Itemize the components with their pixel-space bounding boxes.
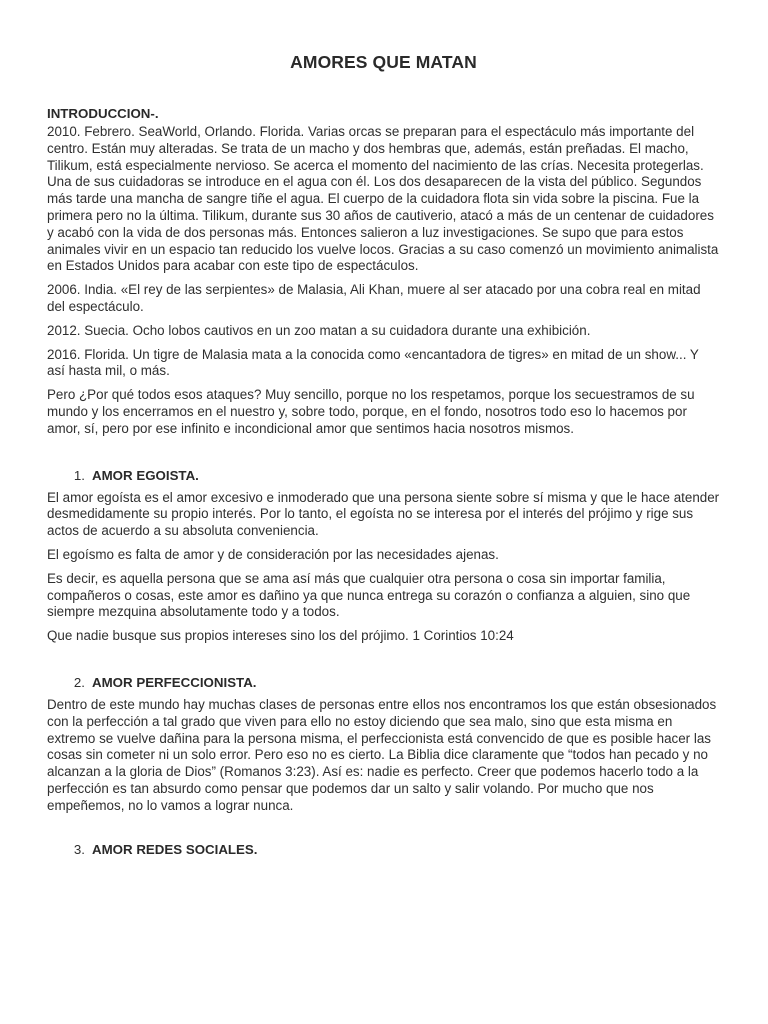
intro-heading: INTRODUCCION-. (47, 106, 159, 121)
spacer (47, 652, 720, 675)
section-1-paragraph-2: El egoísmo es falta de amor y de consideración por las necesidades ajenas. (47, 546, 499, 562)
document-title: AMORES QUE MATAN (290, 52, 477, 72)
section-1-paragraph-3: Es decir, es aquella persona que se ama así más que cualquier otra persona o cosa sin importar familia, compañeros o cosas, este amor es dañino ya que nunca entrega su corazón o confianza a alguien, sino que siempre mezquina absolutamente todo y a todos. (47, 570, 691, 620)
section-1-paragraph-1: El amor egoísta es el amor excesivo e inmoderado que una persona siente sobre sí misma y que le hace atender desmedidamente su propio interés. Por lo tanto, el egoísta no se interesa por el interés del prójimo y rige sus actos de acuerdo a su absoluta conveniencia. (47, 489, 720, 539)
section-number: 2. (73, 674, 85, 690)
spacer (47, 822, 720, 842)
section-3-heading (47, 842, 720, 857)
section-title: AMOR REDES SOCIALES. (92, 841, 258, 857)
section-title: AMOR EGOISTA. (92, 467, 199, 483)
section-2-paragraph-1: Dentro de este mundo hay muchas clases de personas entre ellos nos encontramos los que están obsesionados con la perfección a tal grado que viven para ello no estoy diciendo que sea malo, sino que esta misma en extremo se vuelve dañina para la persona misma, el perfeccionista está convencido de que es posible hacer las cosas sin cometer ni un solo error. Pero eso no es cierto. La Biblia dice claramente que “todos han pecado y no alcanzan a la gloria de Dios” (Romanos 3:23). Así es: nadie es perfecto. Creer que podemos hacerlo todo a la perfección es tan absurdo como pensar que podemos dar un salto y salir volando. Por mucho que nos empeñemos, no lo vamos a lograr nunca. (47, 696, 717, 813)
intro-paragraph-2: 2006. India. «El rey de las serpientes» de Malasia, Ali Khan, muere al ser atacado por una cobra real en mitad del espectáculo. (47, 282, 701, 314)
section-2-heading (47, 675, 720, 690)
intro-paragraph-5: Pero ¿Por qué todos esos ataques? Muy sencillo, porque no los respetamos, porque los secuestramos de su mundo y los encerramos en el nuestro y, sobre todo, porque, en el fondo, nosotros todo eso lo hacemos por amor, sí, pero por ese infinito e incondicional amor que sentimos hacia nosotros mismos. (47, 387, 695, 436)
spacer (47, 445, 720, 468)
section-number: 3. (73, 841, 85, 857)
section-number: 1. (73, 467, 85, 483)
section-1-paragraph-4: Que nadie busque sus propios intereses sino los del prójimo. 1 Corintios 10:24 (47, 628, 514, 644)
section-title: AMOR PERFECCIONISTA. (92, 674, 257, 690)
intro-paragraph-4: 2016. Florida. Un tigre de Malasia mata a la conocida como «encantadora de tigres» en mitad de un show... Y así hasta mil, o más. (47, 346, 699, 379)
intro-paragraph-1: 2010. Febrero. SeaWorld, Orlando. Florida. Varias orcas se preparan para el espectáculo más importante del centro. Están muy alteradas. Se trata de un macho y dos hembras que, además, están preñadas. El macho, Tilikum, está especialmente nervioso. Se acerca el momento del nacimiento de las crías. Necesita protegerlas. Una de sus cuidadoras se introduce en el agua con él. Los dos desaparecen de la vista del público. Segundos más tarde una mancha de sangre tiñe el agua. El cuerpo de la cuidadora flota sin vida sobre la piscina. Fue la primera pero no la última. Tilikum, durante sus 30 años de cautiverio, atacó a más de un centenar de cuidadores y acabó con la vida de dos personas más. Entonces salieron a luz investigaciones. Se supo que para estos animales vivir en un espacio tan reducido los vuelve locos. Gracias a su caso comenzó un movimiento animalista en Estados Unidos para acabar con este tipo de espectáculos. (47, 124, 719, 274)
intro-paragraph-3: 2012. Suecia. Ocho lobos cautivos en un zoo matan a su cuidadora durante una exhibición. (47, 322, 591, 338)
section-1-heading (47, 468, 720, 483)
